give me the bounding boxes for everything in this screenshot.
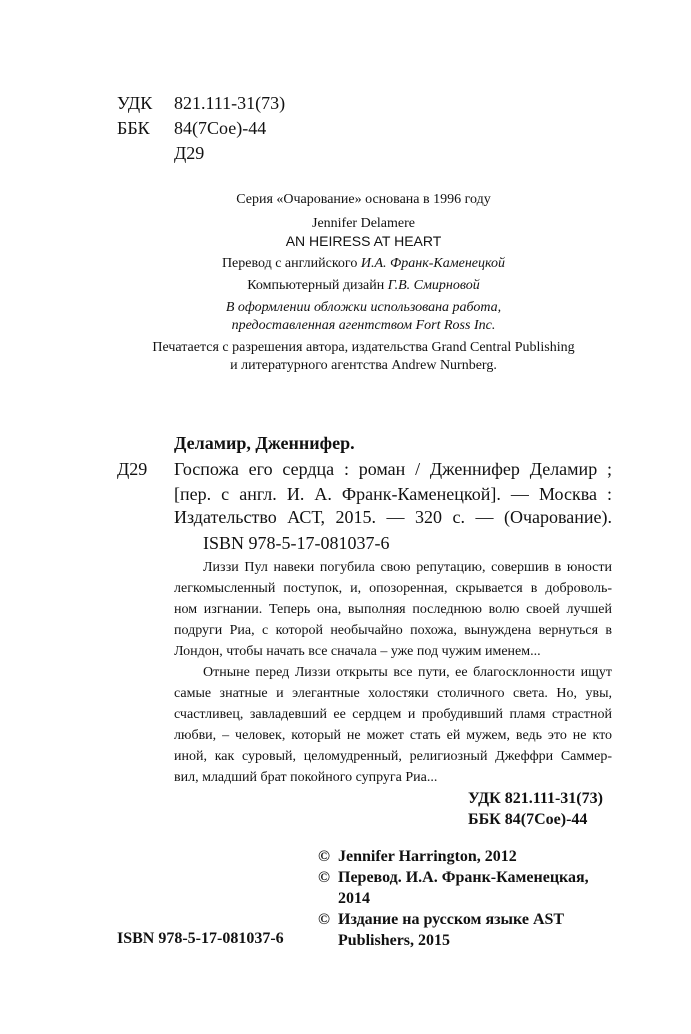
permission-line-1: Печатается с разрешения автора, издательства Grand Central Publishing <box>152 340 575 355</box>
copyright-block <box>318 846 589 951</box>
copyright-text: Перевод. И.А. Франк-Каменецкая, <box>338 869 589 886</box>
bottom-bbk: ББК 84(7Сое)-44 <box>468 811 588 828</box>
copyright-row <box>318 930 589 951</box>
author-sign-row <box>117 141 285 166</box>
udk-value: 821.111-31(73) <box>174 93 286 113</box>
copyright-text: Publishers, 2015 <box>338 932 451 949</box>
card-line-1: Госпожа его сердца : роман / Дженнифер Деламир ; <box>174 459 612 479</box>
cover-note-line-2: предоставленная агентством Fort Ross Inc. <box>231 318 496 333</box>
bbk-value: 84(7Сое)-44 <box>174 118 267 138</box>
copyright-row <box>318 867 589 888</box>
annotation-line: легкомысленный поступок, и, опозоренная, скрывается в доброволь- <box>174 581 612 596</box>
annotation <box>174 557 612 788</box>
copyright-symbol: © <box>318 848 330 865</box>
original-title: AN HEIRESS AT HEART <box>285 233 442 249</box>
classification-block <box>117 91 285 166</box>
copyright-row <box>318 888 589 909</box>
bbk-label: ББК <box>117 118 150 138</box>
permission-line-2: и литературного агентства Andrew Nurnberg. <box>230 358 497 373</box>
design-prefix: Компьютерный дизайн <box>247 278 385 293</box>
bbk-row <box>117 116 285 141</box>
designer-name: Г.В. Смирновой <box>387 278 480 293</box>
copyright-text: Jennifer Harrington, 2012 <box>338 848 517 865</box>
annotation-line: подруги Риа, с которой необычайно похожа, вынуждена вернуться в <box>174 623 612 638</box>
copyright-text: 2014 <box>338 890 370 907</box>
annotation-line: ном изгнании. Теперь она, выполняя последнюю волю своей лучшей <box>174 602 612 617</box>
translation-prefix: Перевод с английского <box>221 256 358 271</box>
annotation-line: счастливец, завладевший ее сердцем и пробудивший пламя страстной <box>174 707 612 722</box>
annotation-line: самые знатные и элегантные холостяки столичного света. Но, увы, <box>174 686 612 701</box>
annotation-line: Отныне перед Лиззи открыты все пути, ее благосклонности ищут <box>203 665 612 680</box>
card-heading: Деламир, Дженнифер. <box>174 433 355 453</box>
annotation-line: вил, младший брат покойного супруга Риа... <box>174 770 438 785</box>
copyright-symbol: © <box>318 869 330 886</box>
author-sign-value: Д29 <box>174 143 205 163</box>
card-line-3: Издательство АСТ, 2015. — 320 с. — (Очарование). <box>174 507 612 527</box>
bottom-udk: УДК 821.111-31(73) <box>468 790 603 807</box>
copyright-text: Издание на русском языке AST <box>338 911 565 928</box>
bottom-isbn: ISBN 978-5-17-081037-6 <box>117 930 284 947</box>
annotation-line: иной, как суровый, целомудренный, религиозный Джеффри Саммер- <box>174 749 612 764</box>
series-note: Серия «Очарование» основана в 1996 году <box>236 192 491 207</box>
annotation-line: Лондон, чтобы начать все сначала – уже под чужим именем... <box>174 644 541 659</box>
translation-credit <box>0 256 691 272</box>
udk-row <box>117 91 285 116</box>
copyright-symbol: © <box>318 911 330 928</box>
cover-note-line-1: В оформлении обложки использована работа, <box>225 300 502 315</box>
card-code: Д29 <box>117 459 148 479</box>
copyright-row <box>318 909 589 930</box>
card-isbn: ISBN 978-5-17-081037-6 <box>203 533 390 553</box>
design-credit <box>0 278 691 294</box>
card-line-2: [пер. с англ. И. А. Франк-Каменецкой]. — Москва : <box>174 484 612 504</box>
original-author: Jennifer Delamere <box>312 216 415 231</box>
annotation-line: Лиззи Пул навеки погубила свою репутацию, совершив в юности <box>203 560 612 575</box>
udk-label: УДК <box>117 93 153 113</box>
annotation-line: любви, – человек, который не может стать ей мужем, ведь это не кто <box>174 728 612 743</box>
copyright-row <box>318 846 589 867</box>
translator-name: И.А. Франк-Каменецкой <box>360 256 506 271</box>
